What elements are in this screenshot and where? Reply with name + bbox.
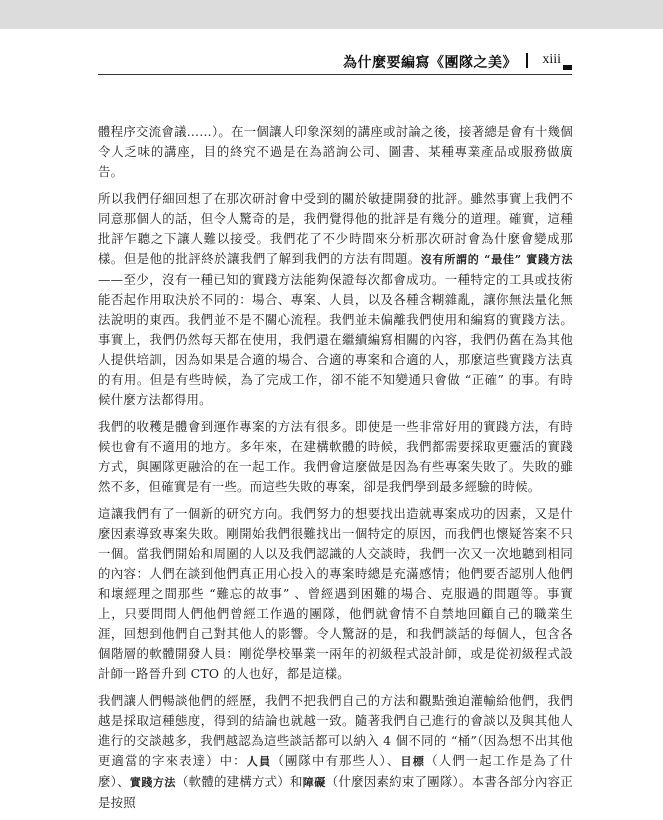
paragraph-text: 我們讓人們暢談他們的經歷，我們不把我們自己的方法和觀點強迫灌輸給他們，我們越是採取這種態度，得到的結論也就越一致。隨著我們自己進行的會談以及與其他人進行的交談越多，我們越認為這些談話都可以納入 4 個不同的 “桶”（因為想不出其他更適當的字來表達）中：: [98, 693, 573, 768]
paragraph-text: 這讓我們有了一個新的研究方向。我們努力的想要找出造就專案成功的因素，又是什麼因素導致專案失敗。剛開始我們很難找出一個特定的原因，而我們也懷疑答案不只一個。當我們開始和周圍的人以及我們認識的人交談時，我們一次又一次地聽到相同的內容：人們在談到他們真正用心投入的專案時總是充滿感情；他們要否認別人他們和壞經理之間那些 “難忘的故事” 、曾經遇到困難的場合、克服過的問題等。事實上，只要問問人們他們曾經工作過的團隊，他們就會情不自禁地回顧自己的職業生涯，回想到他們自己對其他人的影響。令人驚訝的是，和我們談話的每個人，包含各個階層的軟體開發人員：剛從學校畢業一兩年的初級程式設計師，或是從初級程式設計師一路晉升到 CTO 的人也好，都是這樣。: [98, 506, 573, 681]
paragraph-text: ——至少，沒有一種已知的實踐方法能夠保證每次都會成功。一種特定的工具或技術能否起作用取決於不同的：場合、專案、人員，以及各種含糊雜亂，讓你無法量化無法說明的東西。我們並不是不關心流程。我們並未偏離我們使用和編寫的實踐方法。事實上，我們仍然每天都在使用，我們還在繼續編寫相關的內容，我們仍舊在為其他人提供培訓，因為如果是合適的場合、合適的專案和合適的人，那麼這些實踐方法真的有用。但是有些時候，為了完成工作，卻不能不知變通只會做 “正確” 的事。有時候什麼方法都得用。: [98, 272, 573, 407]
paragraph-text: （人們一起工作是為了什麼）、: [98, 753, 574, 789]
emphasized-term: 障礙: [302, 776, 326, 789]
paragraph-text: （軟體的建構方式）和: [175, 774, 303, 789]
paragraph-text: 我們的收穫是體會到運作專案的方法有很多。即使是一些非常好用的實踐方法，有時候也會有不適用的地方。多年來，在建構軟體的時候，我們都需要採取更靈活的實踐方式，與團隊更融洽的在一起工作。我們會這麼做是因為有些專案失敗了。失敗的雖然不多，但確實是有一些。而這些失敗的專案，卻是我們學到最多經驗的時候。: [98, 419, 573, 494]
running-header: [98, 48, 572, 75]
emphasized-term: 目標: [400, 755, 426, 768]
paragraph-text: （團隊中有那些人）、: [271, 753, 401, 768]
body-text: [98, 122, 573, 820]
emphasized-term: 沒有所謂的 “最佳” 實踐方法: [420, 253, 573, 266]
paragraph-text: （什麼因素約束了團隊）。本書各部分內容正是按照: [98, 774, 574, 810]
top-gray-band: [0, 0, 663, 29]
paragraph: [98, 417, 573, 497]
header-corner-mark: [563, 65, 572, 70]
paragraph: [98, 122, 573, 182]
page-number: xiii: [542, 52, 561, 67]
running-header-title: 為什麼要編寫《團隊之美》: [343, 55, 517, 71]
paragraph: [98, 691, 573, 813]
paragraph-text: 所以我們仔細回想了在那次研討會中受到的關於敏捷開發的批評。雖然事實上我們不同意那個人的話，但令人驚奇的是，我們覺得他的批評是有幾分的道理。確實，這種批評乍聽之下讓人難以接受。我們花了不少時間來分析那次研討會為什麼會變成那樣。但是他的批評終於讓我們了解到我們的方法有問題。: [98, 191, 573, 266]
emphasized-term: 實踐方法: [129, 776, 176, 789]
paragraph-text: 體程序交流會議……）。在一個讓人印象深刻的講座或討論之後，接著總是會有十幾個令人乏味的講座，目的終究不過是在為諮詢公司、圖書、某種專業產品或服務做廣告。: [98, 124, 573, 179]
paragraph: [98, 504, 573, 684]
header-separator: [526, 53, 528, 68]
paragraph: [98, 189, 573, 410]
emphasized-term: 人員: [246, 755, 272, 768]
